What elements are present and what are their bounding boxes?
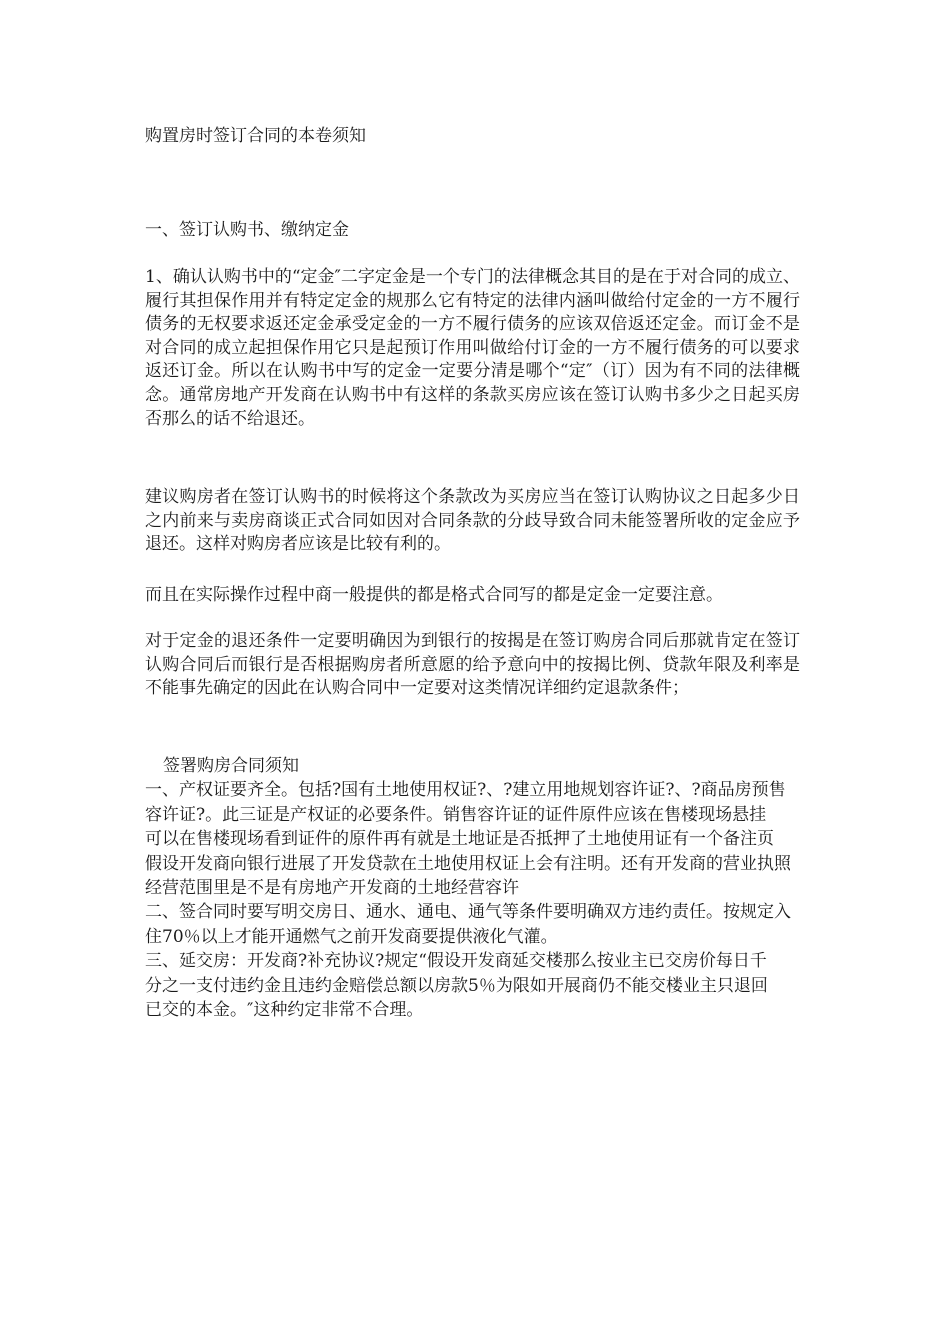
section-2-line: 已交的本金。″这种约定非常不合理。 bbox=[145, 1000, 424, 1021]
section-2-line: 可以在售楼现场看到证件的原件再有就是土地证是否抵押了土地使用证有一个备注页 bbox=[145, 829, 774, 850]
section-2-line: 一、产权证要齐全。包括?国有土地使用权证?、?建立用地规划容许证?、?商品房预售 bbox=[145, 780, 786, 801]
section-2-title: 签署购房合同须知 bbox=[163, 756, 299, 776]
section-2-line: 经营范围里是不是有房地产开发商的土地经营容许 bbox=[145, 878, 519, 899]
paragraph-suggestion: 建议购房者在签订认购书的时候将这个条款改为买房应当在签订认购协议之日起多少日之内前来与卖房商谈正式合同如因对合同条款的分歧导致合同未能签署所收的定金应予退还。这样对购房者应该是比较有利的。 bbox=[145, 487, 800, 555]
section-2 bbox=[145, 754, 800, 1022]
section-2-line: 容许证?。此三证是产权证的必要条件。销售容许证的证件原件应该在售楼现场悬挂 bbox=[145, 804, 767, 825]
paragraph-format-contract: 而且在实际操作过程中商一般提供的都是格式合同写的都是定金一定要注意。 bbox=[145, 585, 723, 605]
section-2-line: 三、延交房：开发商?补充协议?规定“假设开发商延交楼那么按业主已交房价每日千 bbox=[145, 951, 767, 972]
paragraph-deposit-definition: 1、确认认购书中的“定金″二字定金是一个专门的法律概念其目的是在于对合同的成立、履行其担保作用并有特定定金的规那么它有特定的法律内涵叫做给付定金的一方不履行债务的无权要求返还定金承受定金的一方不履行债务的应该双倍返还定金。而订金不是对合同的成立起担保作用它只是起预订作用叫做给付订金的一方不履行债务的可以要求返还订金。所以在认购书中写的定金一定要分清是哪个“定″（订）因为有不同的法律概念。通常房地产开发商在认购书中有这样的条款买房应该在签订认购书多少之日起买房否那么的话不给退还。 bbox=[145, 267, 800, 429]
section-2-line: 二、签合同时要写明交房日、通水、通电、通气等条件要明确双方违约责任。按规定入 bbox=[145, 902, 791, 923]
section-2-line: 分之一支付违约金且违约金赔偿总额以房款5％为限如开展商仍不能交楼业主只退回 bbox=[145, 975, 768, 996]
section-2-line: 住70％以上才能开通燃气之前开发商要提供液化气灌。 bbox=[145, 926, 558, 947]
section-2-line: 假设开发商向银行进展了开发贷款在土地使用权证上会有注明。还有开发商的营业执照 bbox=[145, 853, 791, 874]
section-heading-1: 一、签订认购书、缴纳定金 bbox=[145, 220, 349, 240]
document-title: 购置房时签订合同的本卷须知 bbox=[145, 126, 366, 146]
paragraph-refund-conditions: 对于定金的退还条件一定要明确因为到银行的按揭是在签订购房合同后那就肯定在签订认购合同后而银行是否根据购房者所意愿的给予意向中的按揭比例、贷款年限及利率是不能事先确定的因此在认购合同中一定要对这类情况详细约定退款条件； bbox=[145, 631, 800, 699]
